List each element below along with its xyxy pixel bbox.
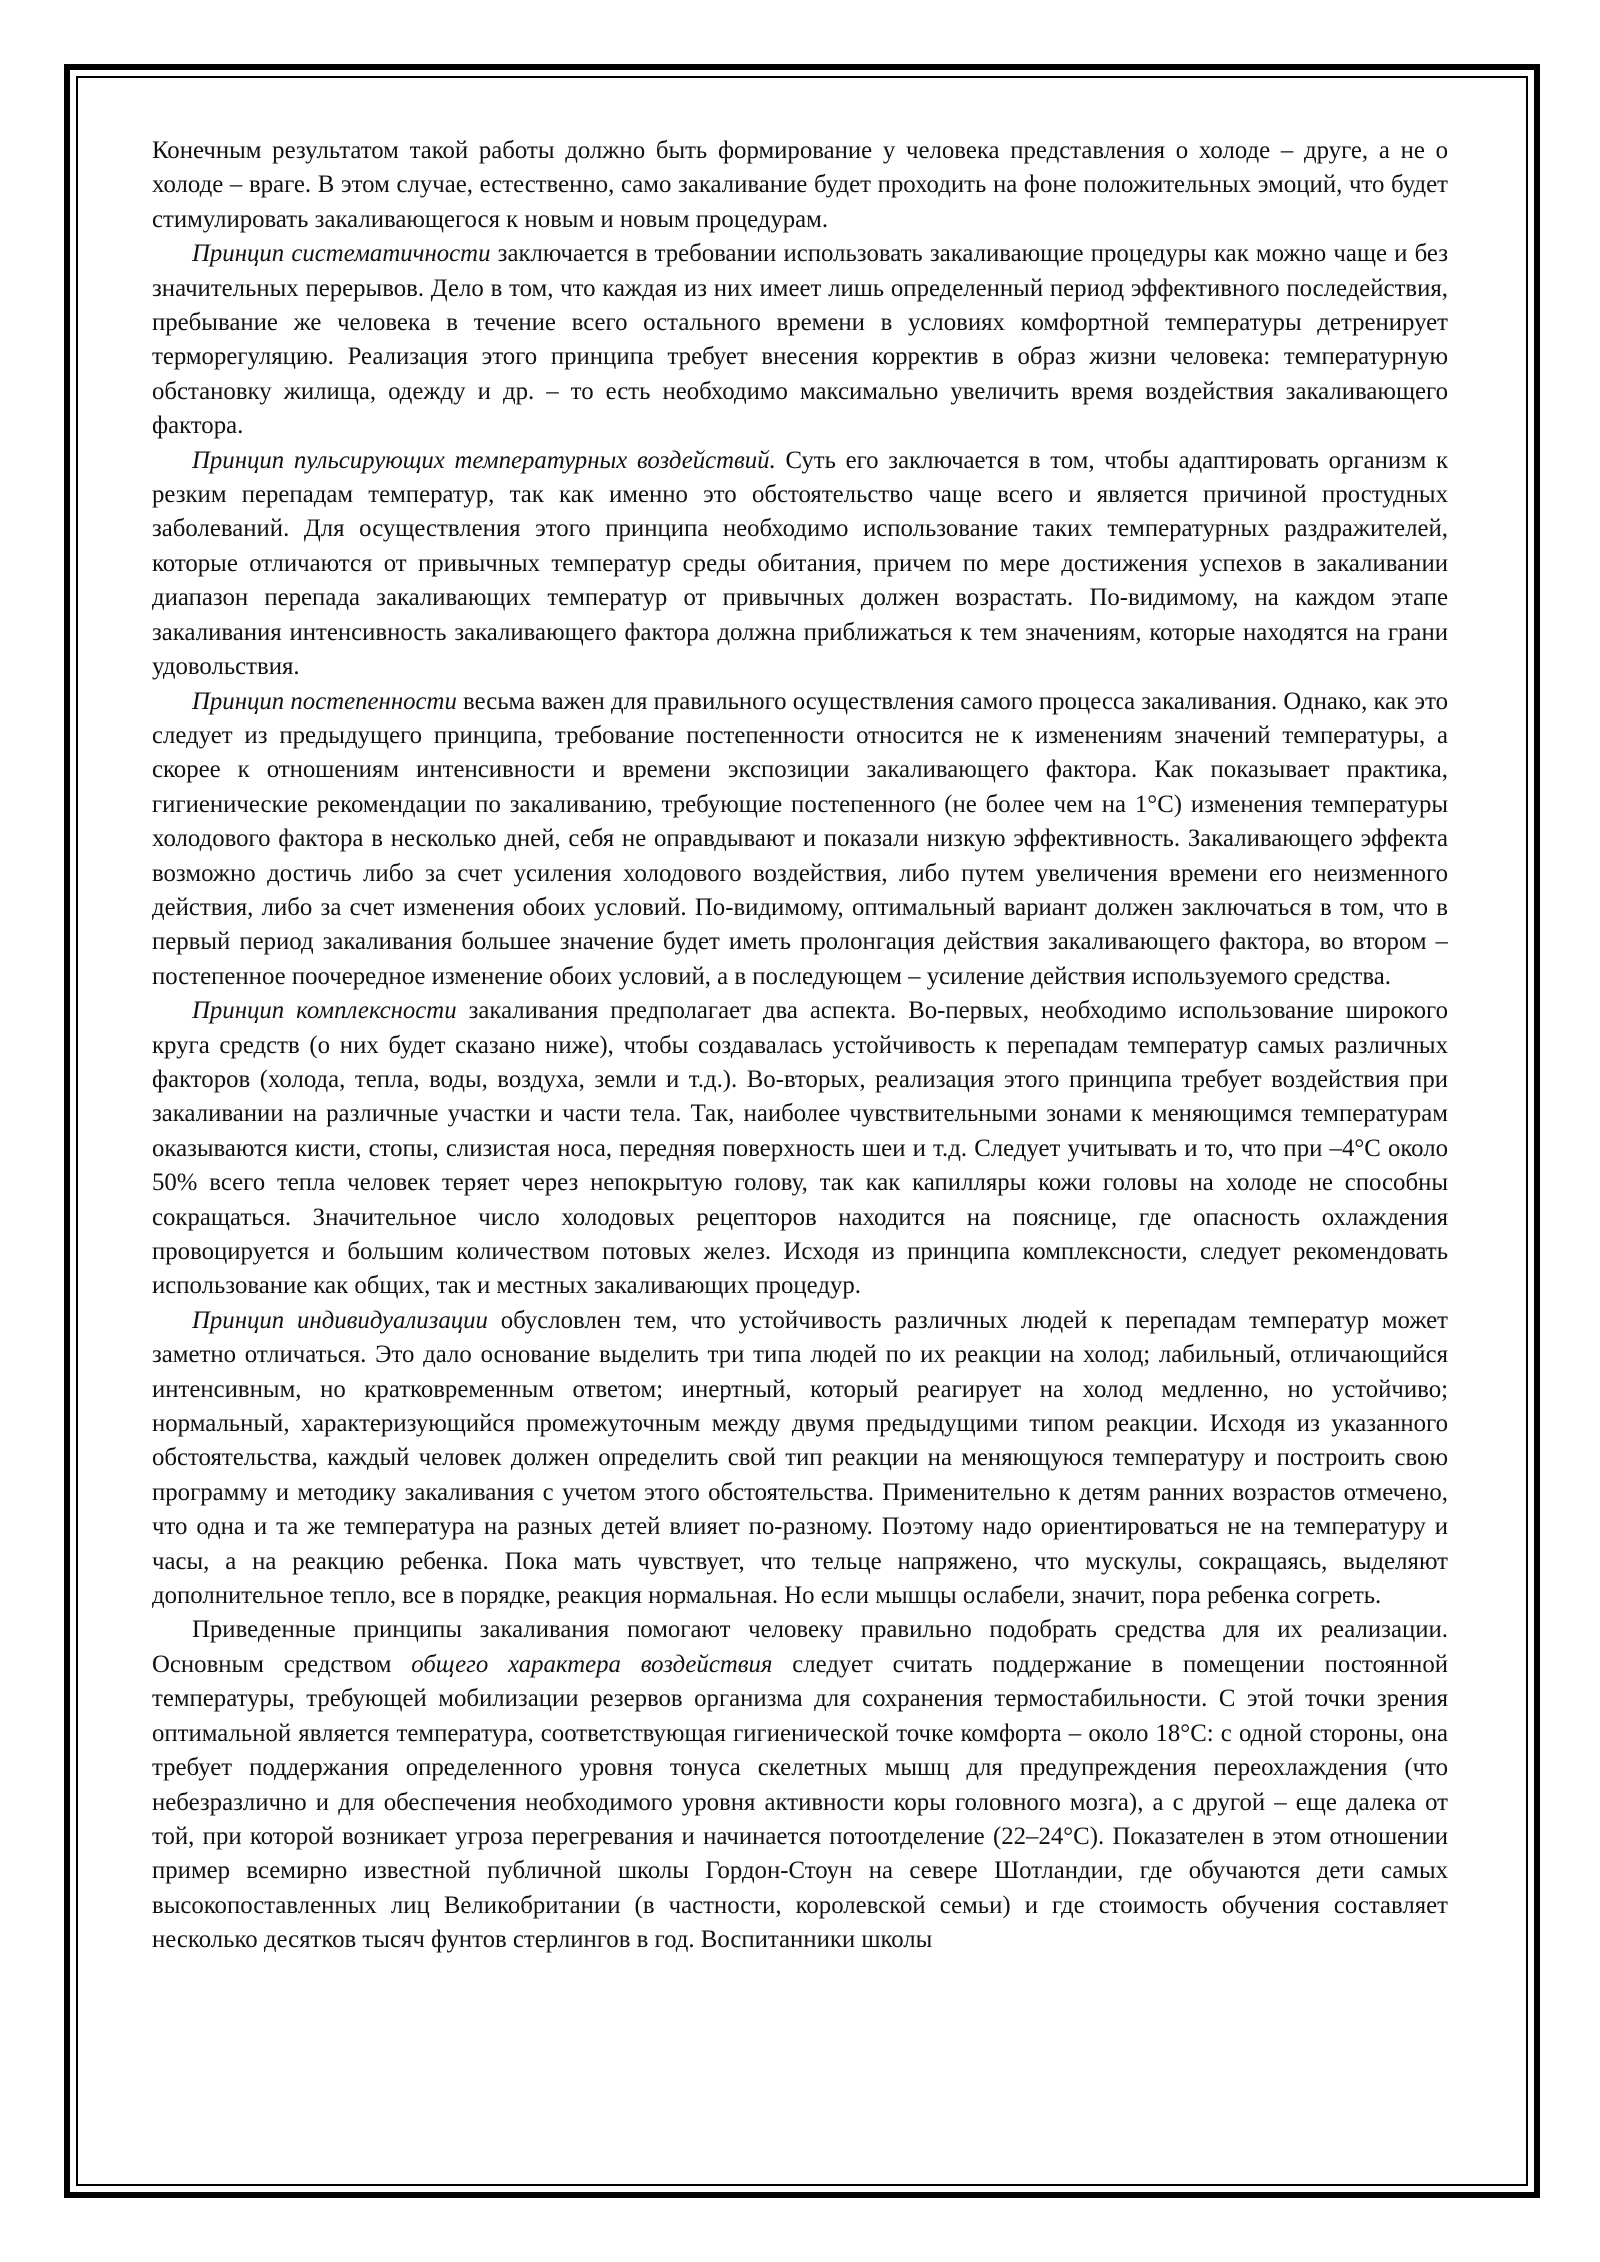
paragraph-intro [152, 134, 1448, 237]
paragraph-text: следует считать поддержание в помещении постоянной температуры, требующей мобилизации резервов организма для сохранения термостабильности. С этой точки зрения оптимальной является температура, соответствующая гигиенической точке комфорта – около 18°С: с одной стороны, она требует поддержания определенного уровня тонуса скелетных мышц для предупреждения переохлаждения (что небезразлично и для обеспечения необходимого уровня активности коры головного мозга), а с другой – еще далека от той, при которой возникает угроза перегревания и начинается потоотделение (22–24°С). Показателен в этом отношении пример всемирно известной публичной школы Гордон-Стоун на севере Шотландии, где обучаются дети самых высокопоставленных лиц Великобритании (в частности, королевской семьи) и где стоимость обучения составляет несколько десятков тысяч фунтов стерлингов в год. Воспитанники школы [152, 1650, 1448, 1954]
paragraph-text: Конечным результатом такой работы должно быть формирование у человека представления о холоде – друге, а не о холоде – враге. В этом случае, естественно, само закаливание будет проходить на фоне положительных эмоций, что будет стимулировать закаливающегося к новым и новым процедурам. [152, 137, 1448, 233]
paragraph-text-before: Приведенные принципы закаливания помогают человеку правильно подобрать средства для их реализации. Основным средством [152, 1616, 1448, 1678]
paragraph-means [152, 1613, 1448, 1957]
principle-term: Принцип комплексности [192, 997, 457, 1025]
document-body [152, 134, 1448, 2134]
paragraph-pulsating [152, 444, 1448, 685]
paragraph-text: заключается в требовании использовать закаливающие процедуры как можно чаще и без значительных перерывов. Дело в том, что каждая из них имеет лишь определенный период эффективного последействия, пребывание же человека в течение всего остального времени в условиях комфортной температуры детренирует терморегуляцию. Реализация этого принципа требует внесения корректив в образ жизни человека: температурную обстановку жилища, одежду и др. – то есть необходимо максимально увеличить время воздействия закаливающего фактора. [152, 240, 1448, 440]
paragraph-gradual [152, 685, 1448, 995]
paragraph-text: обусловлен тем, что устойчивость различных людей к перепадам температур может заметно отличаться. Это дало основание выделить три типа людей по их реакции на холод; лабильный, отличающийся интенсивным, но кратковременным ответом; инертный, который реагирует на холод медленно, но устойчиво; нормальный, характеризующийся промежуточным между двумя предыдущими типом реакции. Исходя из указанного обстоятельства, каждый человек должен определить свой тип реакции на меняющуюся температуру и построить свою программу и методику закаливания с учетом этого обстоятельства. Применительно к детям ранних возрастов отмечено, что одна и та же температура на разных детей влияет по-разному. Поэтому надо ориентироваться не на температуру и часы, а на реакцию ребенка. Пока мать чувствует, что тельце напряжено, что мускулы, сокращаясь, выделяют дополнительное тепло, все в порядке, реакция нормальная. Но если мышцы ослабели, значит, пора ребенка согреть. [152, 1306, 1448, 1610]
principle-term: Принцип постепенности [192, 687, 457, 715]
emphasis-term: общего характера воздействия [411, 1650, 773, 1678]
principle-term: Принцип систематичности [192, 240, 491, 268]
paragraph-text: Суть его заключается в том, чтобы адаптировать организм к резким перепадам температур, так как именно это обстоятельство чаще всего и является причиной простудных заболеваний. Для осуществления этого принципа необходимо использование таких температурных раздражителей, которые отличаются от привычных температур среды обитания, причем по мере достижения успехов в закаливании диапазон перепада закаливающих температур от привычных должен возрастать. По-видимому, на каждом этапе закаливания интенсивность закаливающего фактора должна приближаться к тем значениям, которые находятся на грани удовольствия. [152, 446, 1448, 681]
paragraph-text: закаливания предполагает два аспекта. Во-первых, необходимо использование широкого круга средств (о них будет сказано ниже), чтобы создавалась устойчивость к перепадам температур самых различных факторов (холода, тепла, воды, воздуха, земли и т.д.). Во-вторых, реализация этого принципа требует воздействия при закаливании на различные участки и части тела. Так, наиболее чувствительными зонами к меняющимся температурам оказываются кисти, стопы, слизистая носа, передняя поверхность шеи и т.д. Следует учитывать и то, что при –4°С около 50% всего тепла человек теряет через непокрытую голову, так как капилляры кожи головы на холоде не способны сокращаться. Значительное число холодовых рецепторов находится на пояснице, где опасность охлаждения провоцируется и большим количеством потовых желез. Исходя из принципа комплексности, следует рекомендовать использование как общих, так и местных закаливающих процедур. [152, 997, 1448, 1300]
principle-term: Принцип пульсирующих температурных воздействий. [192, 446, 776, 474]
paragraph-complex [152, 994, 1448, 1304]
paragraph-individual [152, 1304, 1448, 1614]
paragraph-text: весьма важен для правильного осуществления самого процесса закаливания. Однако, как это следует из предыдущего принципа, требование постепенности относится не к изменениям значений температуры, а скорее к отношениям интенсивности и времени экспозиции закаливающего фактора. Как показывает практика, гигиенические рекомендации по закаливанию, требующие постепенного (не более чем на 1°С) изменения температуры холодового фактора в несколько дней, себя не оправдывают и показали низкую эффективность. Закаливающего эффекта возможно достичь либо за счет усиления холодового воздействия, либо путем увеличения времени его неизменного действия, либо за счет изменения обоих условий. По-видимому, оптимальный вариант должен заключаться в том, что в первый период закаливания большее значение будет иметь пролонгация действия закаливающего фактора, во втором – постепенное поочередное изменение обоих условий, а в последующем – усиление действия используемого средства. [152, 687, 1448, 990]
principle-term: Принцип индивидуализации [192, 1306, 488, 1334]
paragraph-systematic [152, 237, 1448, 443]
